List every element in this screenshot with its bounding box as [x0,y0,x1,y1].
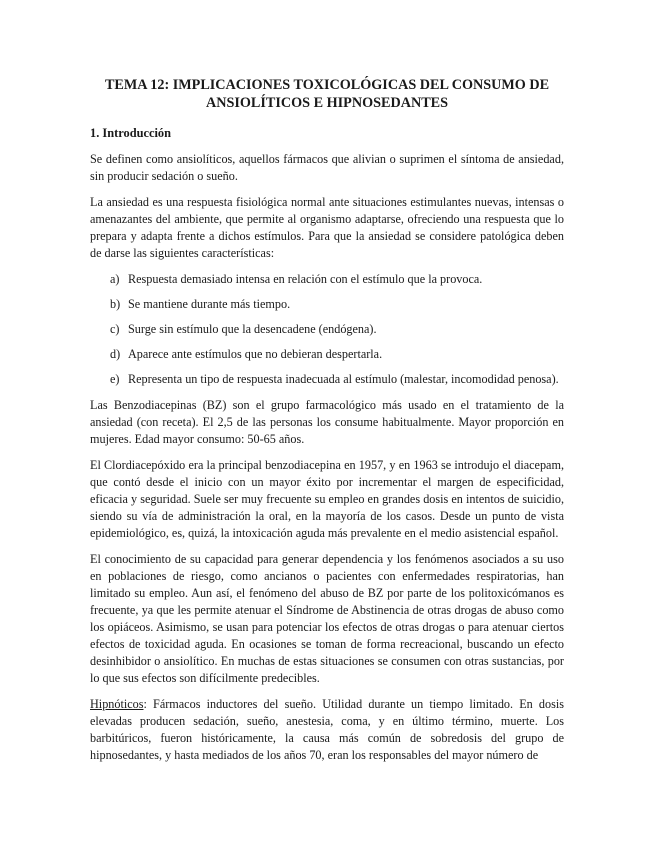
list-item [90,271,564,288]
paragraph-history: El Clordiacepóxido era la principal benzodiacepina en 1957, y en 1963 se introdujo el diacepam, que contó desde el inicio con un mayor éxito por incrementar el margen de especificidad, eficacia y seguridad. Suele ser muy frecuente su empleo en grandes dosis en intentos de suicidio, siendo su vía de administración la oral, en la mayoría de los casos. Desde un punto de vista epidemiológico, es, quizá, la intoxicación aguda más prevalente en el medio asistencial español. [90,458,564,540]
list-marker: c) [110,322,120,336]
list-item-text: Respuesta demasiado intensa en relación con el estímulo que la provoca. [128,272,483,286]
paragraph-dependence: El conocimiento de su capacidad para generar dependencia y los fenómenos asociados a su uso en poblaciones de riesgo, como ancianos o pacientes con enfermedades respiratorias, han limitado su empleo. Aun así, el fenómeno del abuso de BZ por parte de los politoxicómanos es frecuente, ya que les permite atenuar el Síndrome de Abstinencia de otras drogas de abuso como los opiáceos. Asimismo, se usan para potenciar los efectos de otras drogas o para atenuar ciertos efectos de toxicidad aguda. En ocasiones se toman de forma recreacional, buscando un efecto desinhibidor o ansiolítico. En muchas de estas situaciones se consumen con otras sustancias, por lo que sus efectos son difícilmente predecibles. [90,552,564,685]
list-item [90,321,564,338]
list-item [90,371,564,388]
list-marker: b) [110,297,121,311]
hypnotics-text: : Fármacos inductores del sueño. Utilidad durante un tiempo limitado. En dosis elevadas producen sedación, sueño, anestesia, coma, y en último término, muerte. Los barbitúricos, fueron históricamente, la causa más común de sobredosis del grupo de hipnosedantes, y hasta mediados de los años 70, eran los responsables del mayor número de [90,697,564,762]
list-item-text: Surge sin estímulo que la desencadene (endógena). [128,322,377,336]
document-page [90,76,564,773]
title-line-1: TEMA 12: IMPLICACIONES TOXICOLÓGICAS DEL CONSUMO DE [104,77,550,93]
list-item-text: Aparece ante estímulos que no debieran despertarla. [128,347,383,361]
paragraph-hypnotics [90,696,564,764]
term-hypnotics: Hipnóticos [90,697,144,711]
paragraph-anxiety: La ansiedad es una respuesta fisiológica normal ante situaciones estimulantes nuevas, intensas o amenazantes del ambiente, que permite al organismo adaptarse, ofreciendo una respuesta que lo prepara y adapta frente a dichos estímulos. Para que la ansiedad se considere patológica deben de darse las siguientes características: [90,195,564,260]
list-item [90,346,564,363]
section-heading: 1. Introducción [90,126,172,140]
list-item-text: Representa un tipo de respuesta inadecuada al estímulo (malestar, incomodidad penosa). [128,372,559,386]
paragraph-benzodiazepines: Las Benzodiacepinas (BZ) son el grupo farmacológico más usado en el tratamiento de la ansiedad (con receta). El 2,5 de las personas los consume habitualmente. Mayor proporción en mujeres. Edad mayor consumo: 50-65 años. [90,398,564,446]
list-item-text: Se mantiene durante más tiempo. [128,297,291,311]
document-title [90,76,564,112]
list-marker: a) [110,272,120,286]
paragraph-definition: Se definen como ansiolíticos, aquellos fármacos que alivian o suprimen el síntoma de ansiedad, sin producir sedación o sueño. [90,152,564,183]
characteristics-list [90,271,564,388]
title-line-2: ANSIOLÍTICOS E HIPNOSEDANTES [205,95,449,111]
list-marker: e) [110,372,120,386]
list-marker: d) [110,347,121,361]
list-item [90,296,564,313]
